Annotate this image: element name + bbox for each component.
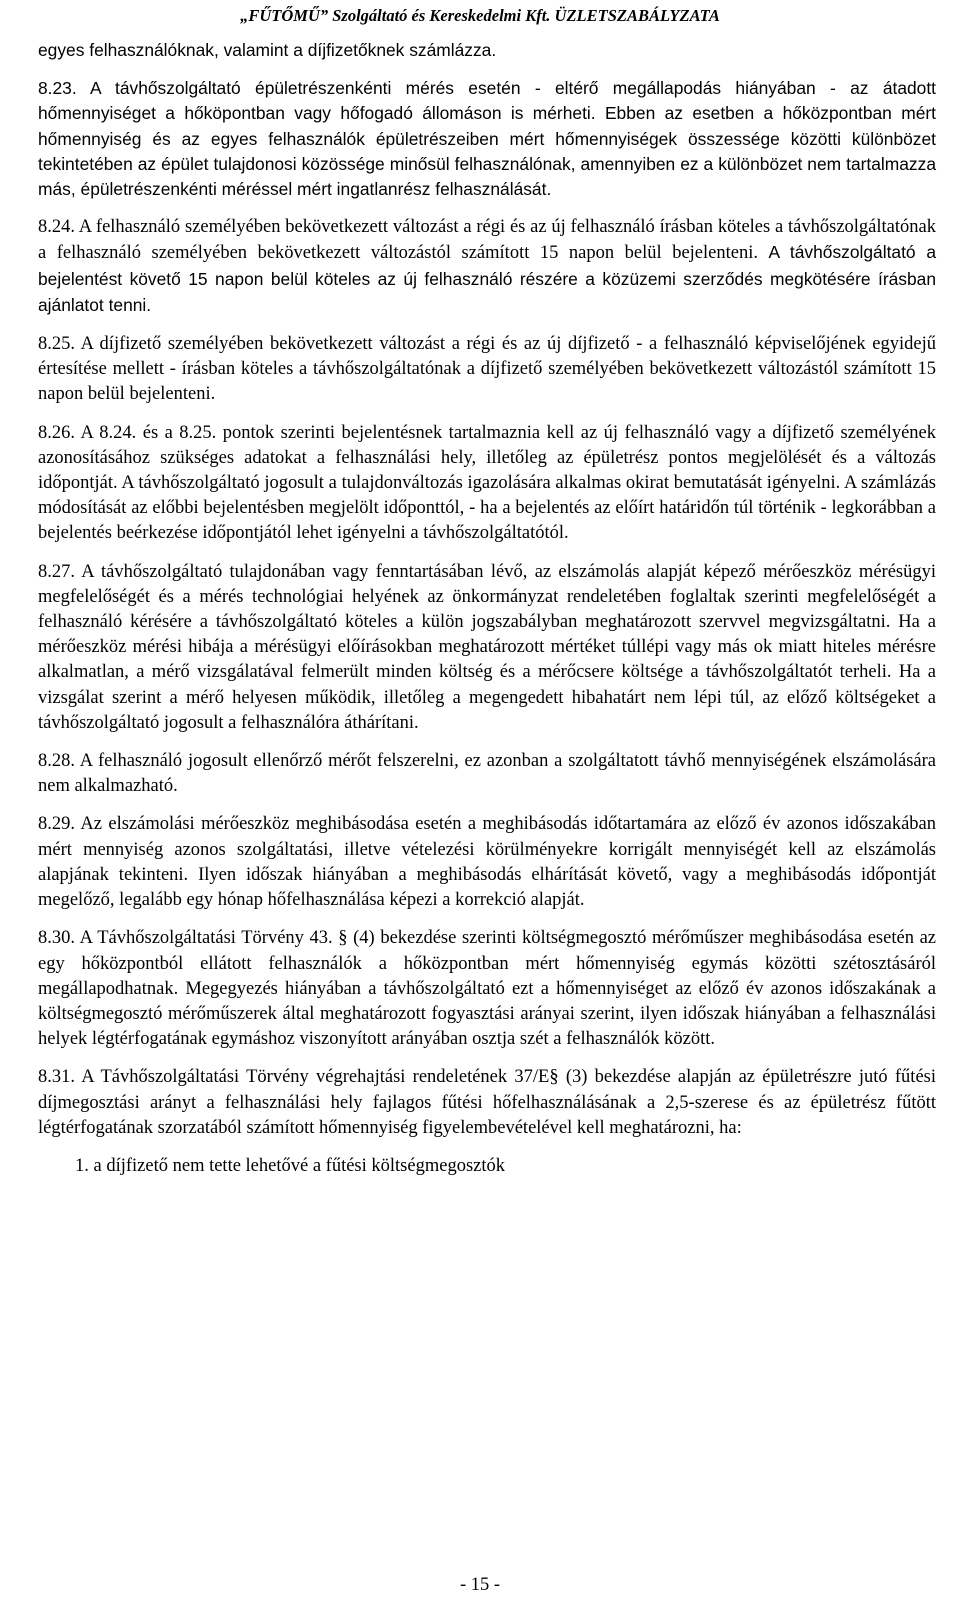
paragraph-8-24-part2: A távhőszolgáltató a bejelentést követő 15 napon belül köteles az új felhasználó részére a közüzemi szerződés megkötésére írásban ajánlatot tenni. <box>38 242 936 315</box>
paragraph-8-28: 8.28. A felhasználó jogosult ellenőrző mérőt felszerelni, ez azonban a szolgáltatott távhő mennyiségének elszámolására nem alkalmazható. <box>38 751 936 797</box>
paragraph-8-26: 8.26. A 8.24. és a 8.25. pontok szerinti bejelentésnek tartalmaznia kell az új felhasználó vagy a díjfizető személyének azonosításához szükséges adatokat a felhasználási hely, illetőleg az épületrész pontos megjelölését és a változás időpontját. A távhőszolgáltató jogosult a tulajdonváltozás igazolására alkalmas okirat bemutatását igényelni. A számlázás módosítását az előbbi bejelentésben megjelölt időponttól, - ha a bejelentés az előírt határidőn túl történik - legkorábban a bejelentés beérkezése időpontjától lehet igényelni a távhőszolgáltatótól. <box>38 422 936 544</box>
paragraph-8-23-part2: Ebben az esetben a hőközpontban mért hőmennyiség és az egyes felhasználók épületrészeiben mért hőmennyiségek összessége közötti különbözet tekintetében az épület tulajdonosi közössége minősül felhasználónak, amennyiben ez a különbözet nem tartalmazza más, épületrészenkénti méréssel mért ingatlanrész felhasználását. <box>38 103 936 200</box>
paragraph-8-25: 8.25. A díjfizető személyében bekövetkezett változást a régi és az új díjfizető - a felhasználó képviselőjének egyidejű értesítése mellett - írásban köteles a távhőszolgáltatónak a díjfizető személyében bekövetkezett változástól számított 15 napon belül bejelenteni. <box>38 334 936 405</box>
page-number: - 15 - <box>459 1575 501 1595</box>
page-header: „FŰTŐMŰ” Szolgáltató és Kereskedelmi Kft. ÜZLETSZABÁLYZATA <box>240 6 720 25</box>
list-item-1: 1. a díjfizető nem tette lehetővé a fűtési költségmegosztók <box>75 1155 505 1176</box>
paragraph-8-24 <box>38 215 936 319</box>
paragraph-8-23-part1: 8.23. A távhőszolgáltató épületrészenkénti mérés esetén - eltérő megállapodás hiányában - az átadott hőmennyiséget a hőköpontban vagy hőfogadó állomáson is mérheti. <box>38 78 936 124</box>
paragraph-8-29: 8.29. Az elszámolási mérőeszköz meghibásodása esetén a meghibásodás időtartamára az előző év azonos időszakában mért mennyiség azonos szolgáltatási, illetve vételezési körülményekre korrigált mennyiségét kell az elszámolás alapjának tekinteni. Ilyen időszak hiányában a meghibásodás elhárítását követő, vagy a meghibásodás időpontját megelőző, legalább egy hónap hőfelhasználása képezi a korrekció alapját. <box>38 814 936 911</box>
paragraph-continuation: egyes felhasználóknak, valamint a díjfizetőknek számlázza. <box>38 40 497 60</box>
paragraph-8-23 <box>38 76 936 202</box>
paragraph-8-30: 8.30. A Távhőszolgáltatási Törvény 43. § (4) bekezdése szerinti költségmegosztó mérőműszer meghibásodása esetén az egy hőközpontból ellátott felhasználók a hőközpontban mért hőmennyiség egymás közötti szétosztásáról megállapodhatnak. Megegyezés hiányában a távhőszolgáltató ezt a hőmennyiséget az előző év azonos időszakának a költségmegosztó mérőműszerek által meghatározott fogyasztási arányai szerint, ilyen időszak hiányában a felhasználási helyek légtérfogatának egymáshoz viszonyított arányában osztja szét a felhasználók között. <box>38 928 936 1050</box>
paragraph-8-24-part1: 8.24. A felhasználó személyében bekövetkezett változást a régi és az új felhasználó írásban köteles a távhőszolgáltatónak a felhasználó személyében bekövetkezett változástól számított 15 napon belül bejelenteni. <box>38 217 936 264</box>
paragraph-8-27: 8.27. A távhőszolgáltató tulajdonában vagy fenntartásában lévő, az elszámolás alapját képező mérőeszköz mérésügyi megfelelőségét és a mérés technológiai helyének az önkormányzat rendeletében foglaltak szerinti megfelelőségét a felhasználó kérésére a távhőszolgáltató köteles a külön jogszabályban meghatározott szervvel megvizsgáltatni. Ha a mérőeszköz mérési hibája a mérésügyi előírásokban meghatározott mértéket túllépi vagy más ok miatt hiteles mérésre alkalmatlan, a mérő vizsgálatával felmerült minden költség és a mérőcsere költsége a távhőszolgáltatót terheli. Ha a vizsgálat szerint a mérő helyesen működik, illetőleg a megengedett hibahatárt nem lépi túl, az előző költségeket a távhőszolgáltató jogosult a felhasználóra áthárítani. <box>38 561 936 733</box>
document-body <box>38 38 936 1179</box>
paragraph-8-31: 8.31. A Távhőszolgáltatási Törvény végrehajtási rendeletének 37/E§ (3) bekezdése alapján az épületrészre jutó fűtési díjmegosztási arányt a felhasználási hely fajlagos fűtési hőfelhasználásának a 2,5-szerese és az épületrész fűtött légtérfogatának szorzatából számított hőmennyiség figyelembevételével kell meghatározni, ha: <box>38 1067 936 1138</box>
